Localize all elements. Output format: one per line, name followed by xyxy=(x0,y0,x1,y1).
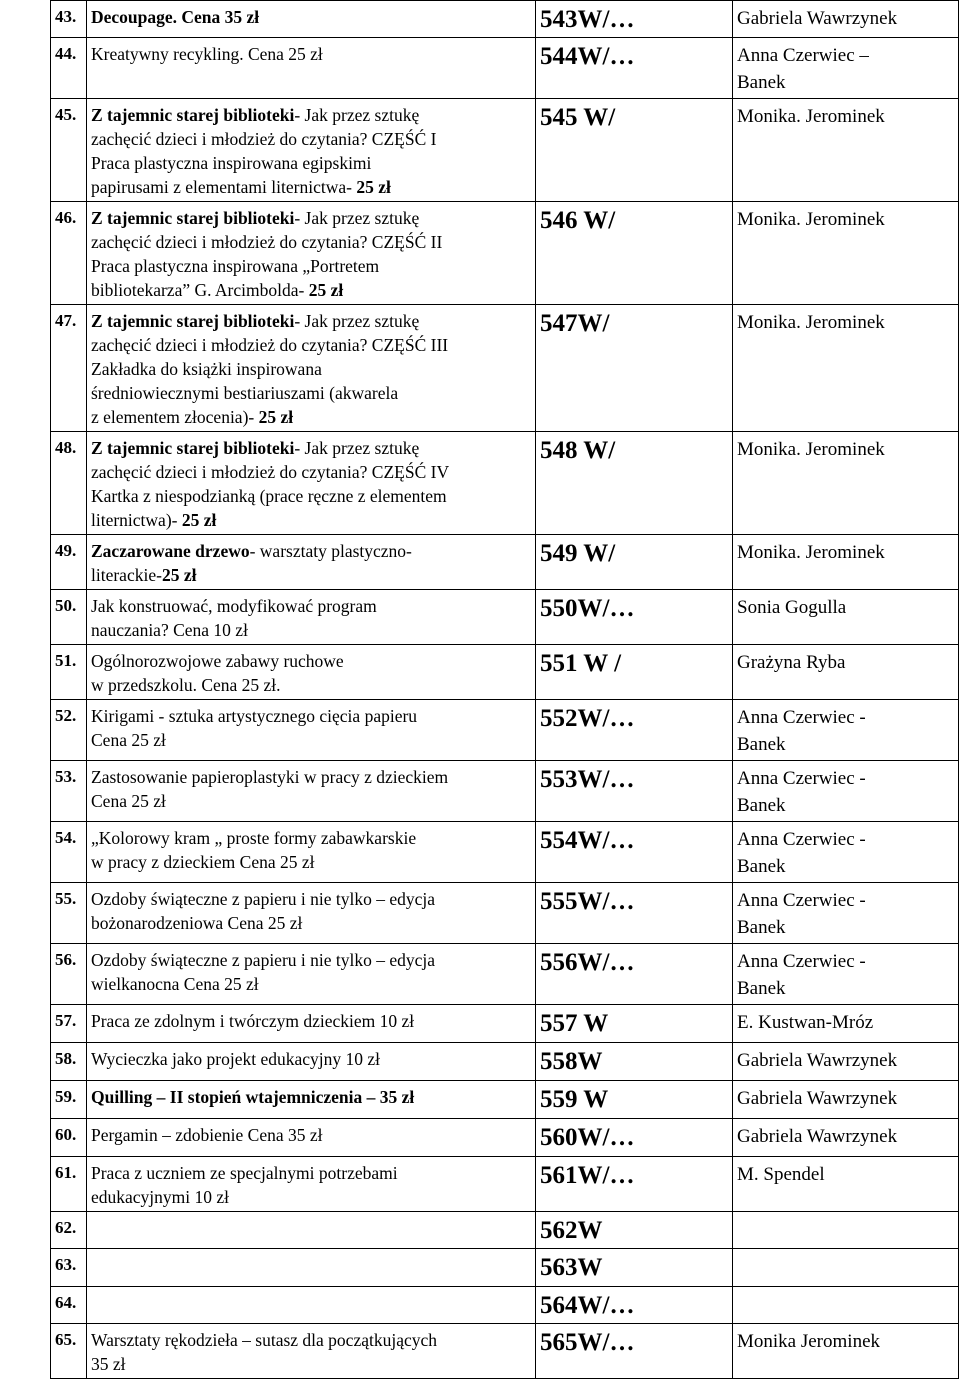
course-code: 561W/… xyxy=(536,1157,733,1212)
course-author xyxy=(733,700,959,761)
title-text: 25 zł xyxy=(356,177,391,197)
title-text: Praca plastyczna inspirowana egipskimi xyxy=(91,153,372,173)
title-line xyxy=(91,309,531,333)
course-title xyxy=(87,1043,536,1081)
course-code: 557 W xyxy=(536,1005,733,1043)
title-line xyxy=(91,1328,531,1352)
course-author xyxy=(733,1324,959,1379)
course-author xyxy=(733,1212,959,1249)
course-code: 558W xyxy=(536,1043,733,1081)
title-line xyxy=(91,704,531,728)
author-line: Grażyna Ryba xyxy=(737,652,846,673)
title-text: Praca z uczniem ze specjalnymi potrzebami xyxy=(91,1163,398,1183)
course-title xyxy=(87,1005,536,1043)
title-text: 35 zł xyxy=(91,1354,126,1374)
title-text: zachęcić dzieci i młodzież do czytania? CZĘŚĆ II xyxy=(91,232,443,252)
title-line xyxy=(91,789,531,813)
title-line xyxy=(91,175,531,199)
title-text: z elementem złocenia)- xyxy=(91,407,259,427)
title-line xyxy=(91,508,531,532)
table-row xyxy=(51,202,959,305)
row-number: 44. xyxy=(51,38,87,99)
row-number: 45. xyxy=(51,99,87,202)
row-number: 59. xyxy=(51,1081,87,1119)
title-text: Zakładka do książki inspirowana xyxy=(91,359,322,379)
title-text: Cena 25 zł xyxy=(91,730,166,750)
title-text: Cena 25 zł xyxy=(91,791,166,811)
title-line xyxy=(91,1009,531,1033)
title-text: w przedszkolu. Cena 25 zł. xyxy=(91,675,281,695)
course-title xyxy=(87,822,536,883)
course-author xyxy=(733,1157,959,1212)
course-title xyxy=(87,38,536,99)
table-row xyxy=(51,535,959,590)
course-author xyxy=(733,1043,959,1081)
title-text: zachęcić dzieci i młodzież do czytania? CZĘŚĆ I xyxy=(91,129,437,149)
title-text: Decoupage. Cena 35 zł xyxy=(91,7,260,27)
table-row xyxy=(51,700,959,761)
course-title xyxy=(87,944,536,1005)
author-line: Banek xyxy=(737,917,786,938)
course-code: 551 W / xyxy=(536,645,733,700)
title-text: - Jak przez sztukę xyxy=(294,438,420,458)
course-code: 550W/… xyxy=(536,590,733,645)
courses-table xyxy=(50,0,959,1379)
author-line: Anna Czerwiec - xyxy=(737,890,866,911)
author-line: Sonia Gogulla xyxy=(737,597,847,618)
table-row xyxy=(51,1005,959,1043)
author-line: Banek xyxy=(737,734,786,755)
title-text: zachęcić dzieci i młodzież do czytania? CZĘŚĆ III xyxy=(91,335,449,355)
title-text: „Kolorowy kram „ proste formy zabawkarskie xyxy=(91,828,417,848)
course-title xyxy=(87,99,536,202)
title-line xyxy=(91,850,531,874)
author-line: Anna Czerwiec - xyxy=(737,829,866,850)
author-line: Monika. Jerominek xyxy=(737,106,885,127)
course-author xyxy=(733,761,959,822)
title-line xyxy=(91,1123,531,1147)
title-text: Zaczarowane drzewo xyxy=(91,541,250,561)
title-line xyxy=(91,333,531,357)
author-line: E. Kustwan-Mróz xyxy=(737,1012,874,1033)
title-text: wielkanocna Cena 25 zł xyxy=(91,974,259,994)
title-text: Warsztaty rękodzieła – sutasz dla początkujących xyxy=(91,1330,438,1350)
author-line: Monika Jerominek xyxy=(737,1331,881,1352)
course-title xyxy=(87,1287,536,1324)
course-author xyxy=(733,1081,959,1119)
course-code: 545 W/ xyxy=(536,99,733,202)
row-number: 61. xyxy=(51,1157,87,1212)
course-title xyxy=(87,590,536,645)
title-line xyxy=(91,1352,531,1376)
title-line xyxy=(91,728,531,752)
title-text: Ozdoby świąteczne z papieru i nie tylko – edycja xyxy=(91,950,436,970)
course-code: 547W/ xyxy=(536,305,733,432)
title-line xyxy=(91,278,531,302)
title-text: Pergamin – zdobienie Cena 35 zł xyxy=(91,1125,323,1145)
title-line xyxy=(91,594,531,618)
course-code: 555W/… xyxy=(536,883,733,944)
table-row xyxy=(51,645,959,700)
course-code: 556W/… xyxy=(536,944,733,1005)
author-line: Monika. Jerominek xyxy=(737,542,885,563)
title-line xyxy=(91,673,531,697)
table-row xyxy=(51,590,959,645)
title-line xyxy=(91,436,531,460)
title-text: 25 zł xyxy=(258,407,294,427)
title-text: Ozdoby świąteczne z papieru i nie tylko – edycja xyxy=(91,889,436,909)
course-author xyxy=(733,645,959,700)
title-text: papirusami z elementami liternictwa- xyxy=(91,177,357,197)
course-author xyxy=(733,590,959,645)
course-author xyxy=(733,944,959,1005)
table-row xyxy=(51,1,959,38)
course-author xyxy=(733,1119,959,1157)
author-line: M. Spendel xyxy=(737,1164,825,1185)
title-text: bożonarodzeniowa Cena 25 zł xyxy=(91,913,303,933)
course-title xyxy=(87,1081,536,1119)
author-line: Anna Czerwiec – xyxy=(737,45,869,66)
course-author xyxy=(733,1287,959,1324)
course-code: 563W xyxy=(536,1249,733,1287)
title-line xyxy=(91,1085,531,1109)
table-row xyxy=(51,1119,959,1157)
title-text: 25 zł xyxy=(181,510,217,530)
title-line xyxy=(91,127,531,151)
title-line xyxy=(91,206,531,230)
table-row xyxy=(51,38,959,99)
course-title xyxy=(87,700,536,761)
course-code: 559 W xyxy=(536,1081,733,1119)
title-line xyxy=(91,972,531,996)
title-line xyxy=(91,765,531,789)
course-author xyxy=(733,432,959,535)
title-line xyxy=(91,826,531,850)
course-title xyxy=(87,202,536,305)
row-number: 48. xyxy=(51,432,87,535)
title-line xyxy=(91,887,531,911)
table-row xyxy=(51,761,959,822)
title-text: literackie- xyxy=(91,565,162,585)
course-author xyxy=(733,1,959,38)
table-row xyxy=(51,432,959,535)
course-author xyxy=(733,535,959,590)
course-title xyxy=(87,305,536,432)
course-title xyxy=(87,645,536,700)
title-line xyxy=(91,1161,531,1185)
row-number: 43. xyxy=(51,1,87,38)
course-author xyxy=(733,99,959,202)
course-code: 562W xyxy=(536,1212,733,1249)
row-number: 56. xyxy=(51,944,87,1005)
course-author xyxy=(733,1249,959,1287)
course-title xyxy=(87,761,536,822)
course-code: 546 W/ xyxy=(536,202,733,305)
row-number: 65. xyxy=(51,1324,87,1379)
author-line: Banek xyxy=(737,856,786,877)
author-line: Anna Czerwiec - xyxy=(737,707,866,728)
title-text: Z tajemnic starej biblioteki xyxy=(91,438,295,458)
table-row xyxy=(51,99,959,202)
title-line xyxy=(91,539,531,563)
title-text: 25 zł xyxy=(308,280,344,300)
title-text: - Jak przez sztukę xyxy=(294,105,420,125)
row-number: 49. xyxy=(51,535,87,590)
title-text: - Jak przez sztukę xyxy=(294,311,420,331)
row-number: 58. xyxy=(51,1043,87,1081)
title-text: - warsztaty plastyczno- xyxy=(249,541,412,561)
title-text: nauczania? Cena 10 zł xyxy=(91,620,248,640)
row-number: 55. xyxy=(51,883,87,944)
title-line xyxy=(91,1047,531,1071)
course-code: 543W/… xyxy=(536,1,733,38)
title-line xyxy=(91,948,531,972)
table-row xyxy=(51,1249,959,1287)
title-text: zachęcić dzieci i młodzież do czytania? CZĘŚĆ IV xyxy=(91,462,450,482)
row-number: 57. xyxy=(51,1005,87,1043)
courses-table-body xyxy=(51,1,959,1379)
title-line xyxy=(91,460,531,484)
title-text: w pracy z dzieckiem Cena 25 zł xyxy=(91,852,315,872)
table-row xyxy=(51,1212,959,1249)
course-title xyxy=(87,1324,536,1379)
course-author xyxy=(733,305,959,432)
row-number: 46. xyxy=(51,202,87,305)
title-text: Zastosowanie papieroplastyki w pracy z dzieckiem xyxy=(91,767,449,787)
row-number: 63. xyxy=(51,1249,87,1287)
course-title xyxy=(87,1157,536,1212)
course-author xyxy=(733,1005,959,1043)
title-line xyxy=(91,254,531,278)
row-number: 52. xyxy=(51,700,87,761)
course-code: 553W/… xyxy=(536,761,733,822)
author-line: Banek xyxy=(737,795,786,816)
table-row xyxy=(51,1287,959,1324)
title-line xyxy=(91,484,531,508)
row-number: 54. xyxy=(51,822,87,883)
course-author xyxy=(733,822,959,883)
course-author xyxy=(733,883,959,944)
title-text: Wycieczka jako projekt edukacyjny 10 zł xyxy=(91,1049,381,1069)
title-text: 25 zł xyxy=(161,565,197,585)
course-title xyxy=(87,432,536,535)
course-code: 548 W/ xyxy=(536,432,733,535)
title-line xyxy=(91,911,531,935)
title-text: edukacyjnymi 10 zł xyxy=(91,1187,230,1207)
title-line xyxy=(91,103,531,127)
table-row xyxy=(51,1043,959,1081)
title-line xyxy=(91,42,531,66)
title-line xyxy=(91,230,531,254)
author-line: Monika. Jerominek xyxy=(737,312,885,333)
title-line xyxy=(91,618,531,642)
course-code: 549 W/ xyxy=(536,535,733,590)
table-row xyxy=(51,883,959,944)
table-row xyxy=(51,944,959,1005)
author-line: Anna Czerwiec - xyxy=(737,951,866,972)
title-line xyxy=(91,151,531,175)
row-number: 47. xyxy=(51,305,87,432)
author-line: Monika. Jerominek xyxy=(737,209,885,230)
row-number: 60. xyxy=(51,1119,87,1157)
table-row xyxy=(51,1157,959,1212)
course-code: 564W/… xyxy=(536,1287,733,1324)
row-number: 64. xyxy=(51,1287,87,1324)
title-line xyxy=(91,1185,531,1209)
title-text: Praca ze zdolnym i twórczym dzieckiem 10 zł xyxy=(91,1011,415,1031)
title-text: Jak konstruować, modyfikować program xyxy=(91,596,377,616)
title-text: Kirigami - sztuka artystycznego cięcia papieru xyxy=(91,706,418,726)
title-line xyxy=(91,357,531,381)
title-line xyxy=(91,381,531,405)
author-line: Banek xyxy=(737,978,786,999)
course-title xyxy=(87,1212,536,1249)
author-line: Monika. Jerominek xyxy=(737,439,885,460)
course-code: 552W/… xyxy=(536,700,733,761)
row-number: 62. xyxy=(51,1212,87,1249)
course-author xyxy=(733,202,959,305)
author-line: Gabriela Wawrzynek xyxy=(737,1050,898,1071)
title-text: Quilling – II stopień wtajemniczenia – 35 zł xyxy=(91,1087,415,1107)
title-text: Kartka z niespodzianką (prace ręczne z elementem xyxy=(91,486,447,506)
title-text: Kreatywny recykling. Cena 25 zł xyxy=(91,44,323,64)
title-text: Z tajemnic starej biblioteki xyxy=(91,105,295,125)
author-line: Gabriela Wawrzynek xyxy=(737,8,898,29)
title-text: - Jak przez sztukę xyxy=(294,208,420,228)
title-text: liternictwa)- xyxy=(91,510,182,530)
course-title xyxy=(87,883,536,944)
course-author xyxy=(733,38,959,99)
title-text: Z tajemnic starej biblioteki xyxy=(91,208,295,228)
table-row xyxy=(51,822,959,883)
table-row xyxy=(51,305,959,432)
title-line xyxy=(91,405,531,429)
course-title xyxy=(87,1249,536,1287)
title-line xyxy=(91,563,531,587)
course-code: 565W/… xyxy=(536,1324,733,1379)
title-text: średniowiecznymi bestiariuszami (akwarela xyxy=(91,383,399,403)
table-row xyxy=(51,1081,959,1119)
title-text: Ogólnorozwojowe zabawy ruchowe xyxy=(91,651,344,671)
author-line: Banek xyxy=(737,72,786,93)
course-title xyxy=(87,1119,536,1157)
course-code: 560W/… xyxy=(536,1119,733,1157)
title-line xyxy=(91,649,531,673)
title-line xyxy=(91,5,531,29)
row-number: 50. xyxy=(51,590,87,645)
title-text: Z tajemnic starej biblioteki xyxy=(91,311,295,331)
row-number: 51. xyxy=(51,645,87,700)
course-title xyxy=(87,1,536,38)
course-title xyxy=(87,535,536,590)
course-code: 544W/… xyxy=(536,38,733,99)
author-line: Anna Czerwiec - xyxy=(737,768,866,789)
title-text: bibliotekarza” G. Arcimbolda- xyxy=(91,280,309,300)
row-number: 53. xyxy=(51,761,87,822)
author-line: Gabriela Wawrzynek xyxy=(737,1126,898,1147)
course-code: 554W/… xyxy=(536,822,733,883)
author-line: Gabriela Wawrzynek xyxy=(737,1088,898,1109)
table-row xyxy=(51,1324,959,1379)
title-text: Praca plastyczna inspirowana „Portretem xyxy=(91,256,380,276)
